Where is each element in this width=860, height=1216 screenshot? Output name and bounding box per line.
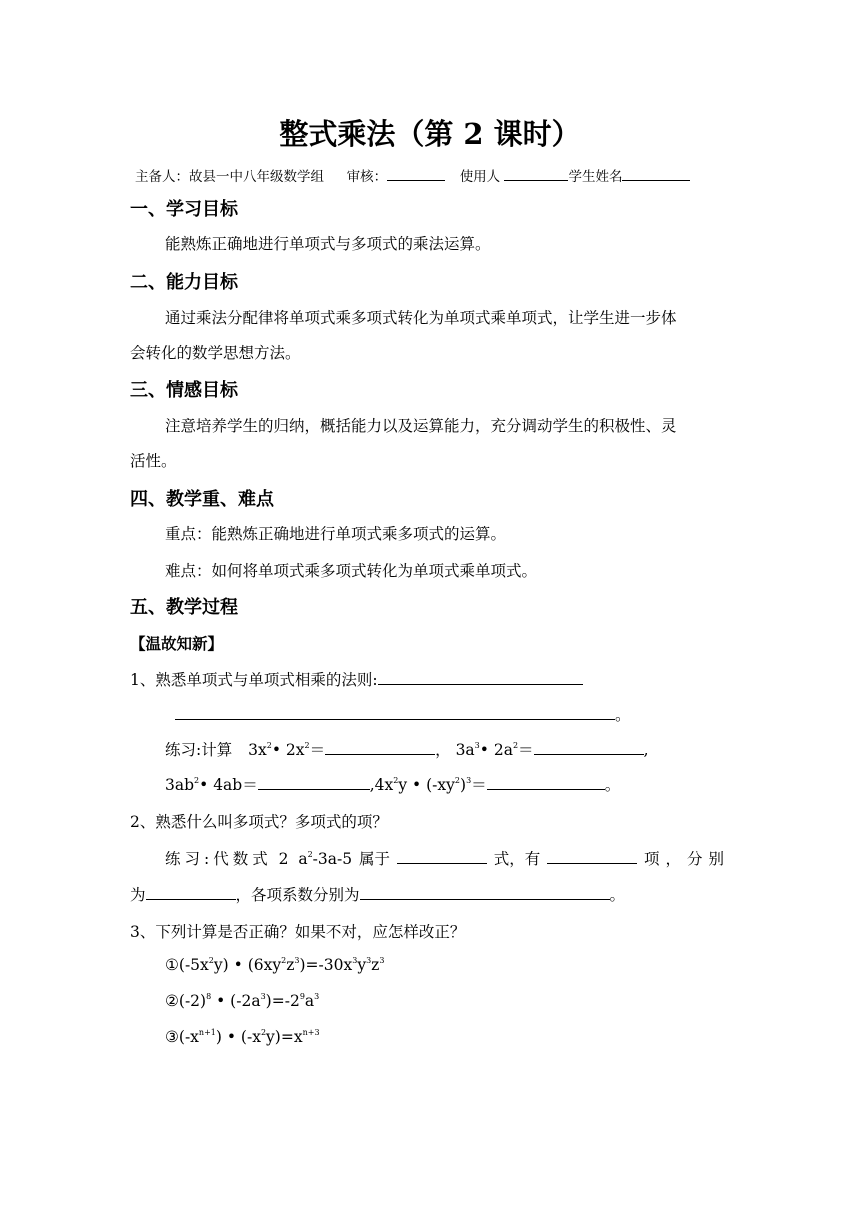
exp: 3 xyxy=(294,956,300,965)
as-label: 为 xyxy=(130,886,146,904)
coef: 2 xyxy=(278,850,289,868)
exp: n+3 xyxy=(302,1028,320,1037)
student-label: 学生姓名 xyxy=(568,169,623,185)
question-1-end: 。 xyxy=(615,706,631,724)
answer-blank-1[interactable] xyxy=(325,740,435,755)
t: y xyxy=(357,956,367,974)
t: ③(-x xyxy=(165,1028,199,1046)
end: 。 xyxy=(604,776,621,794)
practice-2-line2 xyxy=(130,883,625,905)
exp: n+1 xyxy=(198,1028,216,1037)
exp: 3 xyxy=(352,956,358,965)
practice-2-label: 练习:代数式 xyxy=(165,850,272,868)
key-point-text: 重点：能熟炼正确地进行单项式乘多项式的运算。 xyxy=(165,525,507,543)
reviewer-blank[interactable] xyxy=(387,166,445,181)
meta-line xyxy=(135,165,690,185)
answer-blank-2[interactable] xyxy=(534,740,644,755)
question-1-text: 1、熟悉单项式与单项式相乘的法则: xyxy=(130,671,378,689)
type-blank[interactable] xyxy=(397,849,487,864)
learning-goals-text: 能熟炼正确地进行单项式与多项式的乘法运算。 xyxy=(165,235,491,253)
exp: 2 xyxy=(393,776,399,785)
ability-goals-line2: 会转化的数学思想方法。 xyxy=(130,344,301,362)
practice-2-line1 xyxy=(165,847,730,869)
sep: , xyxy=(643,741,649,759)
heading-teaching-process: 五、教学过程 xyxy=(130,597,238,618)
user-label: 使用人 xyxy=(459,169,501,185)
question-2: 2、熟悉什么叫多项式？多项式的项？ xyxy=(130,813,388,831)
exp: 8 xyxy=(206,992,212,1001)
exp: 2 xyxy=(266,741,272,750)
respectively: 项，分别 xyxy=(643,850,730,868)
t: )=-30x xyxy=(299,956,353,974)
expr-4-b: y • (-xy xyxy=(398,776,455,794)
exp: 2 xyxy=(304,741,310,750)
ability-goals-line1: 通过乘法分配律将单项式乘多项式转化为单项式乘单项式，让学生进一步体 xyxy=(165,309,677,327)
answer-blank-3[interactable] xyxy=(258,775,370,790)
expr-3: 3ab xyxy=(165,776,195,794)
sep: , xyxy=(369,776,375,794)
expr-4-c: ) xyxy=(460,776,467,794)
practice-1-line1 xyxy=(165,738,649,760)
exp: 2 xyxy=(208,956,214,965)
exp: 2 xyxy=(454,776,461,785)
t: ) • (-x xyxy=(215,1028,261,1046)
terms-list-blank[interactable] xyxy=(146,885,236,900)
heading-key-points: 四、教学重、难点 xyxy=(130,489,274,510)
coefficients-label: ，各项系数分别为 xyxy=(235,886,360,904)
exp: 3 xyxy=(466,776,472,785)
expr-2-b: • 2a xyxy=(479,741,513,759)
expr-3-b: • 4ab＝ xyxy=(199,776,258,794)
heading-ability-goals: 二、能力目标 xyxy=(130,272,238,293)
var: a xyxy=(298,850,308,868)
heading-emotion-goals: 三、情感目标 xyxy=(130,380,238,401)
emotion-goals-line1: 注意培养学生的归纳，概括能力以及运算能力，充分调动学生的积极性、灵 xyxy=(165,417,677,435)
coefficients-blank[interactable] xyxy=(360,885,610,900)
t: ②(-2) xyxy=(165,992,207,1010)
emotion-goals-line2: 活性。 xyxy=(130,452,177,470)
exp: 3 xyxy=(314,992,320,1001)
t: z xyxy=(371,956,380,974)
user-blank[interactable] xyxy=(504,166,568,181)
equals: ＝ xyxy=(518,741,534,759)
equals: ＝ xyxy=(471,776,487,794)
question-3: 3、下列计算是否正确？如果不对，应怎样改正？ xyxy=(130,923,466,941)
exp: 2 xyxy=(194,776,200,785)
rule-blank-1[interactable] xyxy=(378,670,583,685)
exp: 3 xyxy=(260,992,266,1001)
t: y) • (6xy xyxy=(213,956,282,974)
rule-blank-2[interactable] xyxy=(175,705,615,720)
answer-blank-4[interactable] xyxy=(487,775,605,790)
exp: 2 xyxy=(307,850,313,859)
t: z xyxy=(286,956,295,974)
difficulty-text: 难点：如何将单项式乘多项式转化为单项式乘单项式。 xyxy=(165,562,538,580)
t: a xyxy=(304,992,315,1010)
review-heading: 【温故知新】 xyxy=(130,635,224,653)
question-1-cont xyxy=(175,703,631,725)
rest: -3a-5 xyxy=(312,850,353,868)
belongs-to: 属于 xyxy=(358,850,390,868)
t: ①(-5x xyxy=(165,956,209,974)
end: 。 xyxy=(609,886,626,904)
has-label: 式，有 xyxy=(493,850,541,868)
exp: 2 xyxy=(260,1028,267,1037)
exp: 3 xyxy=(379,956,385,965)
exp: 3 xyxy=(366,956,372,965)
heading-learning-goals: 一、学习目标 xyxy=(130,199,238,220)
exp: 2 xyxy=(512,741,519,750)
practice-1-label: 练习:计算 xyxy=(165,741,233,759)
document-title: 整式乘法（第 2 课时） xyxy=(279,117,581,151)
reviewer-label: 审核： xyxy=(346,169,388,185)
t: )=-2 xyxy=(265,992,300,1010)
sep: ， xyxy=(435,741,451,759)
expr-2: 3a xyxy=(455,741,475,759)
expr-1: 3x xyxy=(248,741,267,759)
item-2 xyxy=(165,992,319,1010)
exp: 9 xyxy=(299,992,305,1001)
item-3 xyxy=(165,1028,320,1046)
student-blank[interactable] xyxy=(622,166,690,181)
exp: 3 xyxy=(474,741,480,750)
terms-blank[interactable] xyxy=(547,849,637,864)
expr-1-b: • 2x xyxy=(271,741,305,759)
poly-expr xyxy=(279,850,353,868)
equals: ＝ xyxy=(309,741,326,759)
t: • (-2a xyxy=(211,992,261,1010)
t: y)=x xyxy=(266,1028,303,1046)
question-1 xyxy=(130,668,583,690)
expr-4: 4x xyxy=(374,776,394,794)
practice-1-line2 xyxy=(165,773,620,795)
item-1 xyxy=(165,956,384,974)
preparer: 主备人：故县一中八年级数学组 xyxy=(135,169,324,185)
exp: 2 xyxy=(281,956,287,965)
